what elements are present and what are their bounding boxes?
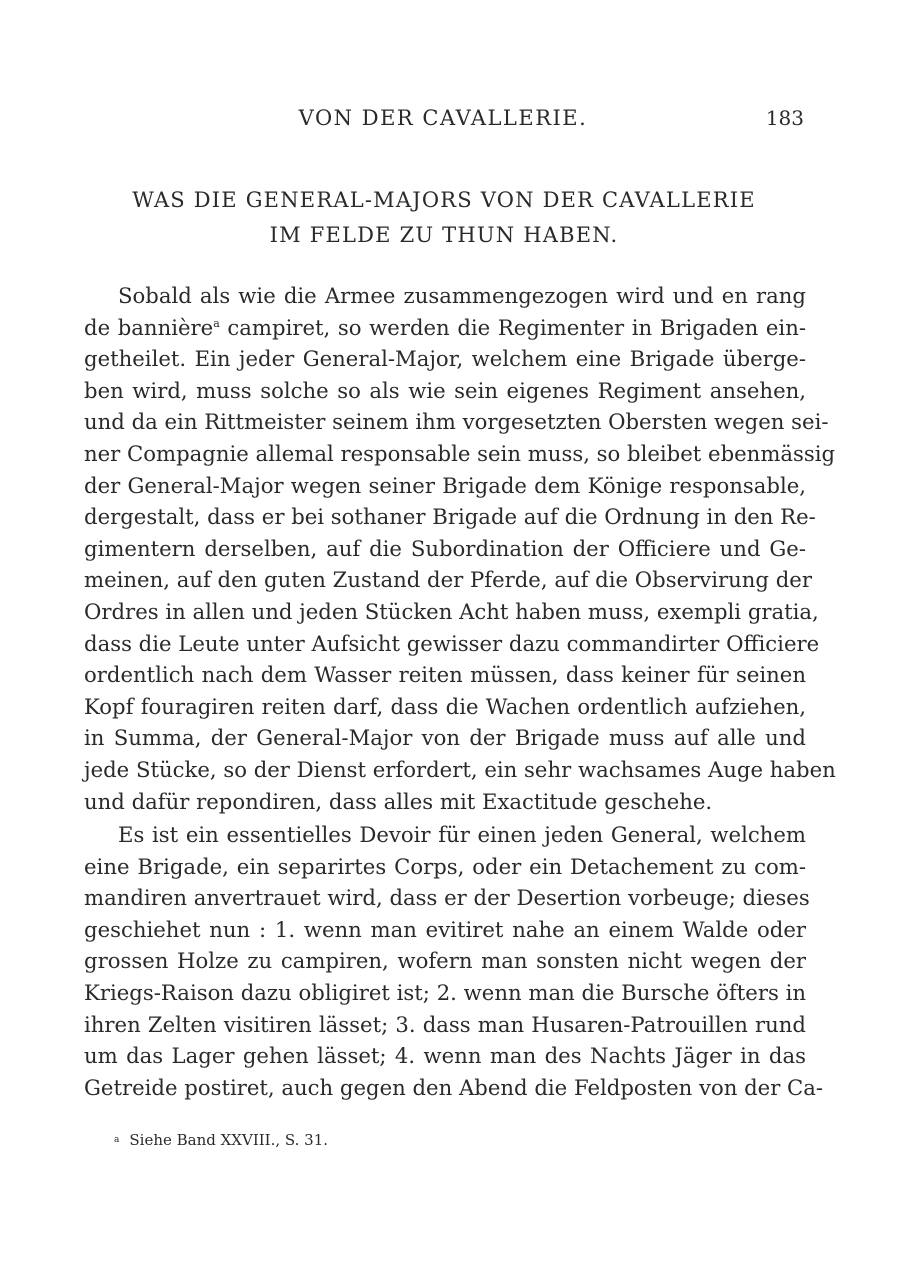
text-line: Ordres in allen und jeden Stücken Acht haben muss, exempli gratia, — [84, 598, 819, 624]
text-line: Getreide postiret, auch gegen den Abend die Feldposten von der Ca- — [84, 1074, 824, 1100]
text-line: mandiren anvertrauet wird, dass er der Desertion vorbeuge; dieses — [84, 885, 810, 911]
text-line-with-footnote-ref — [84, 312, 806, 344]
text-line: geschiehet nun : 1. wenn man evitiret nahe an einem Walde oder — [84, 916, 806, 942]
text-line: in Summa, der General-Major von der Brigade muss auf alle und — [84, 725, 806, 751]
text-line: meinen, auf den guten Zustand der Pferde, auf die Observirung der — [84, 567, 812, 593]
text-line: ihren Zelten visitiren lässet; 3. dass man Husaren-Patrouillen rund — [84, 1011, 806, 1037]
text-line: um das Lager gehen lässet; 4. wenn man des Nachts Jäger in das — [84, 1043, 806, 1069]
text-line: eine Brigade, ein separirtes Corps, oder ein Detachement zu com- — [84, 853, 806, 879]
running-title: VON DER CAVALLERIE. — [298, 106, 588, 130]
section-title-line: IM FELDE ZU THUN HABEN. — [269, 223, 619, 247]
running-head — [0, 106, 900, 136]
footnote-text: Siehe Band XXVIII., S. 31. — [129, 1131, 329, 1149]
text-fragment: de bannière — [84, 314, 214, 340]
text-line: dergestalt, dass er bei sothaner Brigade auf die Ordnung in den Re- — [84, 504, 816, 530]
text-line: ordentlich nach dem Wasser reiten müssen, dass keiner für seinen — [84, 662, 806, 688]
text-line: grossen Holze zu campiren, wofern man sonsten nicht wegen der — [84, 948, 806, 974]
text-line: getheilet. Ein jeder General-Major, welchem eine Brigade überge- — [84, 346, 806, 372]
text-line: Kopf fouragiren reiten darf, dass die Wachen ordentlich aufziehen, — [84, 693, 806, 719]
footnote-mark: a — [114, 1135, 120, 1145]
footnote — [114, 1131, 328, 1149]
footnote-reference: a — [213, 316, 220, 330]
text-fragment: campiret, so werden die Regimenter in Brigaden ein- — [219, 314, 807, 340]
text-line: jede Stücke, so der Dienst erfordert, ein sehr wachsames Auge haben — [84, 756, 836, 782]
section-title — [84, 183, 804, 253]
section-title-line: WAS DIE GENERAL-MAJORS VON DER CAVALLERIE — [132, 188, 756, 212]
text-line: und da ein Rittmeister seinem ihm vorgesetzten Obersten wegen sei- — [84, 409, 829, 435]
page-number: 183 — [765, 106, 804, 130]
text-line: gimentern derselben, auf die Subordination der Officiere und Ge- — [84, 535, 806, 561]
text-line: und dafür repondiren, dass alles mit Exactitude geschehe. — [84, 788, 713, 814]
text-line: Es ist ein essentielles Devoir für einen jeden General, welchem — [118, 822, 806, 848]
text-line: ben wird, muss solche so als wie sein eigenes Regiment ansehen, — [84, 377, 806, 403]
text-line: ner Compagnie allemal responsable sein muss, so bleibet ebenmässig — [84, 440, 836, 466]
text-line: der General-Major wegen seiner Brigade dem Könige responsable, — [84, 472, 806, 498]
text-line: Sobald als wie die Armee zusammengezogen wird und en rang — [118, 283, 806, 308]
text-line: Kriegs-Raison dazu obligiret ist; 2. wenn man die Bursche öfters in — [84, 980, 806, 1006]
body-text — [84, 280, 836, 1103]
text-line: dass die Leute unter Aufsicht gewisser dazu commandirter Officiere — [84, 630, 820, 656]
